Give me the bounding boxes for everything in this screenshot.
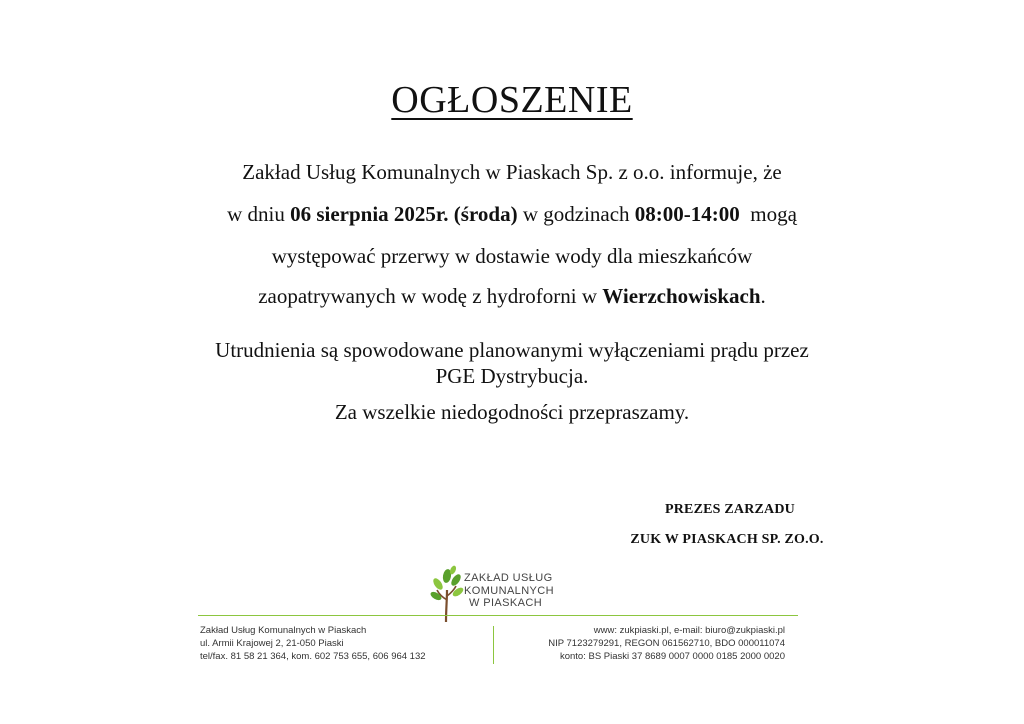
outage-date: 06 sierpnia 2025r. (środa) — [290, 202, 518, 226]
footer-bank-account: konto: BS Piaski 37 8689 0007 0000 0185 2000 0020 — [559, 651, 785, 662]
footer-contact — [500, 624, 785, 663]
footer-phones: tel/fax. 81 58 21 364, kom. 602 753 655, 606 964 132 — [200, 651, 426, 662]
body-line-2: w dniu 06 sierpnia 2025r. (środa) w godzinach 08:00-14:00 mogą — [227, 202, 797, 226]
footer-column-divider — [493, 626, 494, 664]
logo-wordmark: ZAKŁAD USŁUG KOMUNALNYCH W PIASKACH — [464, 572, 554, 609]
outage-hours: 08:00-14:00 — [634, 202, 740, 226]
footer-web-email: www: zukpiaski.pl, e-mail: biuro@zukpiaski.pl — [593, 625, 785, 636]
body-line-1: Zakład Usług Komunalnych w Piaskach Sp. z o.o. informuje, że — [242, 160, 782, 184]
footer-street: ul. Armii Krajowej 2, 21-050 Piaski — [200, 638, 344, 649]
body-line-3: występować przerwy w dostawie wody dla mieszkańców — [271, 244, 753, 268]
body-line-7: Za wszelkie niedogodności przepraszamy. — [334, 400, 690, 424]
announcement-title: OGŁOSZENIE — [391, 79, 633, 121]
footer-divider — [198, 615, 798, 616]
company-logo — [430, 562, 590, 628]
body-line-5: Utrudnienia są spowodowane planowanymi wyłączeniami prądu przez — [215, 338, 809, 362]
body-line-4: zaopatrywanych w wodę z hydroforni w Wierzchowiskach. — [258, 284, 766, 308]
footer-tax-ids: NIP 7123279291, REGON 061562710, BDO 000011074 — [548, 638, 785, 649]
body-line-6: PGE Dystrybucja. — [435, 364, 589, 388]
footer-company-name: Zakład Usług Komunalnych w Piaskach — [200, 625, 367, 636]
footer-address — [200, 624, 426, 663]
location-name: Wierzchowiskach — [602, 284, 761, 308]
signature-company: ZUK W PIASKACH SP. ZO.O. — [630, 532, 824, 547]
signature-title: PREZES ZARZADU — [665, 502, 795, 517]
